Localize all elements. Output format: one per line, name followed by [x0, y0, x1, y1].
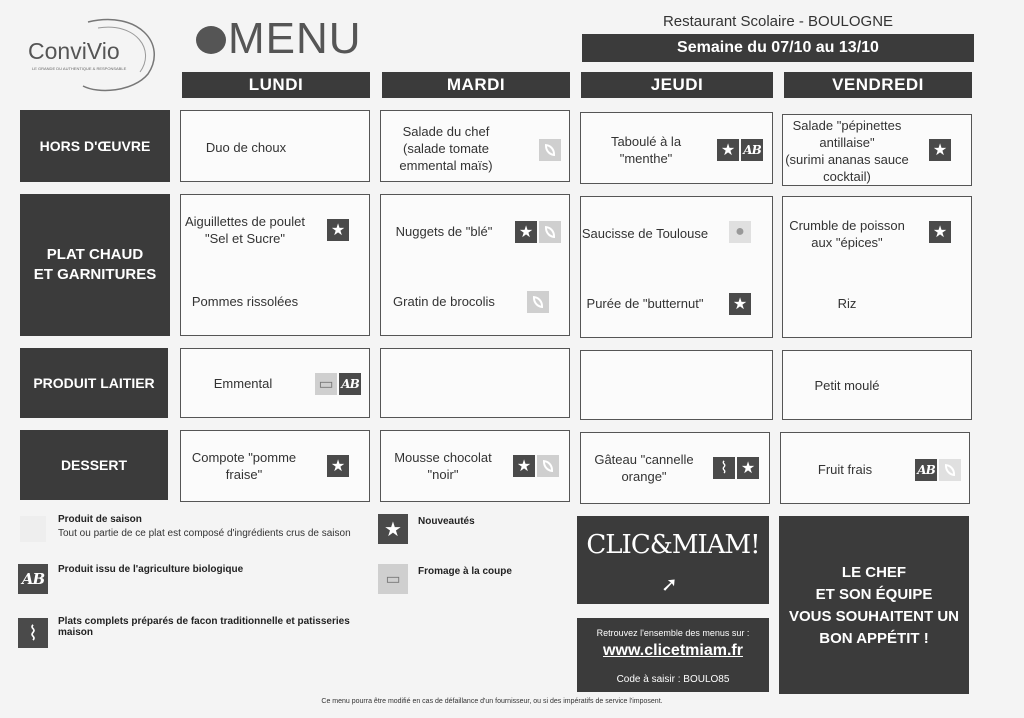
convivio-logo — [28, 14, 163, 92]
ab-organic-icon: AB — [18, 564, 48, 594]
retrouvez-text: Retrouvez l'ensemble des menus sur : — [596, 628, 750, 638]
ab-organic-icon: AB — [339, 373, 361, 395]
dish-text: Nuggets de "blé" — [395, 224, 493, 239]
legend-nouveautes — [378, 512, 558, 548]
dish-text: Saucisse de Toulouse — [581, 226, 709, 241]
cell-vendredi-laitier — [782, 350, 972, 420]
leaf-icon — [939, 459, 961, 481]
cell-lundi-hors — [180, 110, 370, 182]
dish-line: Aiguillettes de poulet — [185, 214, 305, 229]
legend-maison-line1: Plats complets préparés de facon traditionnelle et patisseries — [58, 616, 350, 627]
logo-text: ConviVio — [28, 38, 120, 64]
chef-line2: ET SON ÉQUIPE — [815, 586, 933, 603]
dish-line: cocktail) — [823, 169, 871, 184]
cheese-cut-icon: ▭ — [378, 564, 408, 594]
legend-nouveautes-text: Nouveautés — [418, 516, 475, 527]
legend-maison — [18, 614, 358, 650]
dish-text — [381, 123, 511, 174]
chef-line3: VOUS SOUHAITENT UN — [788, 608, 959, 625]
dish-line: Mousse chocolat — [394, 450, 492, 465]
menu-title: MENU — [228, 14, 362, 63]
row-label-plat-line1: PLAT CHAUD — [46, 246, 144, 263]
menus-info-box — [577, 618, 769, 692]
row-label-laitier-text: PRODUIT LAITIER — [33, 375, 155, 391]
dish-line: fraise" — [225, 467, 263, 482]
chef-line1: LE CHEF — [841, 564, 907, 581]
cell-mardi-hors — [380, 110, 570, 182]
dish-line: Compote "pomme — [191, 450, 297, 465]
dish-line: "menthe" — [619, 151, 673, 166]
legend-bio — [18, 562, 358, 596]
cell-mardi-dessert — [380, 430, 570, 502]
legend-maison-line2: maison — [58, 627, 94, 638]
legend-fromage-text: Fromage à la coupe — [418, 566, 512, 577]
row-label-dessert-text: DESSERT — [60, 457, 128, 473]
star-icon: ★ — [737, 457, 759, 479]
garnish-text: Riz — [837, 296, 857, 311]
footer-disclaimer: Ce menu pourra être modifié en cas de défaillance d'un fournisseur, ou si des impératifs de service l'imposent. — [321, 698, 663, 705]
cell-lundi-plat — [180, 194, 370, 336]
cell-jeudi-hors — [580, 112, 773, 184]
cell-jeudi-dessert — [580, 432, 770, 504]
dish-line: orange" — [621, 469, 667, 484]
legend-maison-text — [58, 616, 358, 638]
dish-text — [783, 117, 911, 185]
dish-text — [581, 451, 707, 485]
dish-line: Gâteau "cannelle — [594, 452, 694, 467]
star-icon: ★ — [929, 139, 951, 161]
cell-lundi-laitier — [180, 348, 370, 418]
cell-jeudi-plat — [580, 196, 773, 338]
row-label-plat-line2: ET GARNITURES — [33, 266, 157, 283]
cell-jeudi-laitier — [580, 350, 773, 420]
dish-text: Duo de choux — [205, 140, 287, 155]
row-label-hors-text: HORS D'ŒUVRE — [39, 138, 151, 154]
chef-line4: BON APPÉTIT ! — [819, 630, 929, 647]
legend-saison-desc: Tout ou partie de ce plat est composé d'ingrédients crus de saison — [58, 528, 351, 539]
pig-icon: ● — [729, 221, 751, 243]
clicetmiam-url[interactable]: www.clicetmiam.fr — [603, 642, 743, 659]
dish-text — [581, 133, 711, 167]
garnish-text: Purée de "butternut" — [586, 296, 704, 311]
access-code: Code à saisir : BOULO85 — [616, 674, 730, 685]
dish-line: Taboulé à la — [610, 134, 682, 149]
cell-mardi-plat — [380, 194, 570, 336]
star-icon: ★ — [515, 221, 537, 243]
star-icon: ★ — [717, 139, 739, 161]
cell-lundi-dessert — [180, 430, 370, 502]
dish-text: Fruit frais — [817, 462, 873, 477]
dish-text — [181, 449, 307, 483]
day-header-vendredi: VENDREDI — [784, 72, 972, 98]
pumpkin-icon — [196, 26, 226, 54]
dish-text — [181, 213, 309, 247]
leaf-icon — [539, 139, 561, 161]
day-header-jeudi: JEUDI — [581, 72, 773, 98]
dish-line: (salade tomate — [403, 141, 489, 156]
leaf-icon — [539, 221, 561, 243]
cell-vendredi-plat — [782, 196, 972, 338]
legend-fromage — [378, 562, 558, 598]
whisk-icon: ⌇ — [713, 457, 735, 479]
dish-line: "noir" — [427, 467, 459, 482]
row-label-plat-chaud — [20, 194, 170, 336]
week-banner: Semaine du 07/10 au 13/10 — [582, 34, 974, 62]
dish-line: "Sel et Sucre" — [204, 231, 286, 246]
day-header-mardi: MARDI — [382, 72, 570, 98]
cheese-cut-icon: ▭ — [315, 373, 337, 395]
cell-vendredi-hors — [782, 114, 972, 186]
garnish-text: Gratin de brocolis — [393, 294, 495, 309]
legend-saison — [20, 514, 370, 544]
dish-text — [381, 449, 505, 483]
garnish-text: Pommes rissolées — [191, 294, 299, 309]
star-icon: ★ — [378, 514, 408, 544]
row-label-produit-laitier — [20, 348, 168, 418]
cursor-icon: ➚ — [661, 574, 678, 596]
chef-message — [779, 562, 969, 650]
leaf-icon — [20, 516, 46, 542]
clicetmiam-banner[interactable] — [577, 516, 769, 604]
star-icon: ★ — [729, 293, 751, 315]
legend-bio-text: Produit issu de l'agriculture biologique — [58, 564, 244, 575]
day-header-lundi: LUNDI — [182, 72, 370, 98]
ab-organic-icon: AB — [915, 459, 937, 481]
logo-tagline: LE GRANDE DU AUTHENTIQUE & RESPONSABLE — [32, 66, 127, 71]
dish-line: Salade du chef — [402, 124, 490, 139]
dish-line: Salade "pépinettes — [792, 118, 902, 133]
star-icon: ★ — [929, 221, 951, 243]
row-label-hors-doeuvre — [20, 110, 170, 182]
restaurant-name: Restaurant Scolaire - BOULOGNE — [662, 13, 894, 30]
dish-line: aux "épices" — [811, 235, 883, 250]
cell-mardi-laitier — [380, 348, 570, 418]
dish-line: Crumble de poisson — [789, 218, 905, 233]
dish-line: (surimi ananas sauce — [785, 152, 909, 167]
leaf-icon — [527, 291, 549, 313]
whisk-icon: ⌇ — [18, 618, 48, 648]
star-icon: ★ — [327, 219, 349, 241]
ab-organic-icon: AB — [741, 139, 763, 161]
cell-vendredi-dessert — [780, 432, 970, 504]
dish-line: antillaise" — [819, 135, 875, 150]
star-icon: ★ — [513, 455, 535, 477]
dish-text — [783, 217, 911, 251]
legend-saison-title: Produit de saison — [58, 514, 142, 525]
dish-line: emmental maïs) — [399, 158, 493, 173]
dish-text: Emmental — [213, 376, 273, 391]
star-icon: ★ — [327, 455, 349, 477]
clicetmiam-logo: CLIC&MIAM! — [586, 530, 760, 560]
dish-text: Petit moulé — [814, 378, 880, 393]
leaf-icon — [537, 455, 559, 477]
chef-message-box — [779, 516, 969, 694]
row-label-dessert — [20, 430, 168, 500]
